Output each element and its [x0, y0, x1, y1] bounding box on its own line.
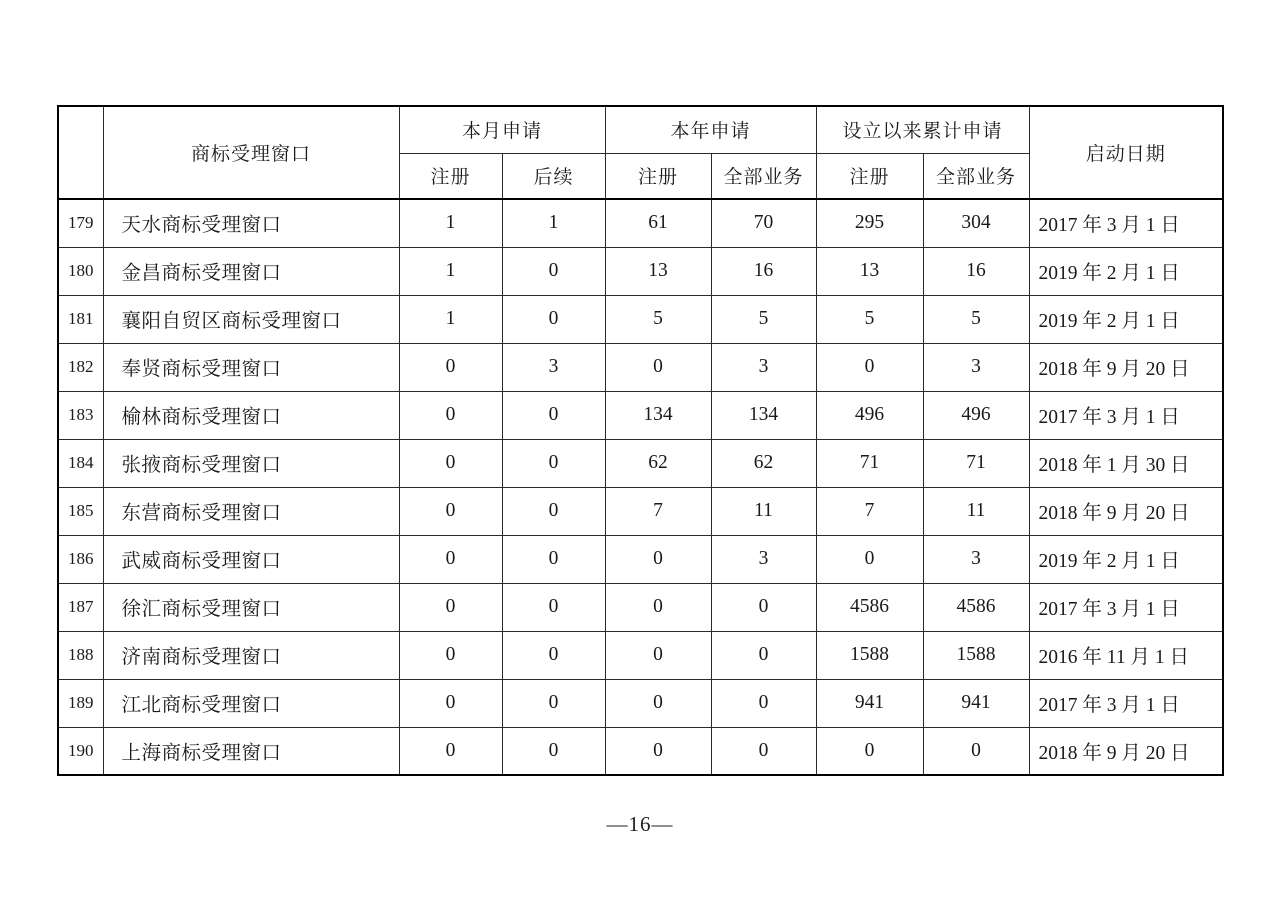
year-all-business-cell: 3 [711, 343, 816, 391]
window-name-cell: 奉贤商标受理窗口 [103, 343, 399, 391]
table-row [58, 535, 1223, 583]
year-registration-cell: 13 [605, 247, 711, 295]
cumulative-all-business-cell: 5 [923, 295, 1029, 343]
month-registration-subheader: 注册 [399, 153, 502, 199]
cumulative-all-business-cell: 4586 [923, 583, 1029, 631]
cumulative-registration-cell: 496 [816, 391, 923, 439]
cumulative-registration-cell: 4586 [816, 583, 923, 631]
row-index-cell: 179 [58, 199, 103, 247]
year-all-business-cell: 3 [711, 535, 816, 583]
row-index-cell: 189 [58, 679, 103, 727]
month-followup-cell: 0 [502, 679, 605, 727]
cumulative-all-business-cell: 941 [923, 679, 1029, 727]
start-date-cell: 2019 年 2 月 1 日 [1029, 247, 1223, 295]
table-header [58, 106, 1223, 199]
cumulative-registration-cell: 941 [816, 679, 923, 727]
start-date-cell: 2018 年 9 月 20 日 [1029, 343, 1223, 391]
cumulative-all-business-cell: 0 [923, 727, 1029, 775]
month-registration-cell: 0 [399, 391, 502, 439]
year-all-business-cell: 0 [711, 679, 816, 727]
month-registration-cell: 0 [399, 343, 502, 391]
window-name-cell: 徐汇商标受理窗口 [103, 583, 399, 631]
row-index-cell: 186 [58, 535, 103, 583]
cumulative-registration-cell: 0 [816, 535, 923, 583]
month-followup-cell: 0 [502, 391, 605, 439]
table-row [58, 631, 1223, 679]
page-number: —16— [606, 812, 674, 836]
month-applications-group-header: 本月申请 [399, 106, 605, 153]
row-index-cell: 187 [58, 583, 103, 631]
cumulative-all-business-cell: 71 [923, 439, 1029, 487]
table-row [58, 343, 1223, 391]
start-date-header: 启动日期 [1029, 106, 1223, 199]
cumulative-applications-group-header: 设立以来累计申请 [816, 106, 1029, 153]
year-registration-subheader: 注册 [605, 153, 711, 199]
year-registration-cell: 134 [605, 391, 711, 439]
year-all-business-cell: 5 [711, 295, 816, 343]
cumulative-registration-cell: 71 [816, 439, 923, 487]
window-name-cell: 东营商标受理窗口 [103, 487, 399, 535]
row-index-cell: 190 [58, 727, 103, 775]
year-registration-cell: 0 [605, 535, 711, 583]
start-date-cell: 2017 年 3 月 1 日 [1029, 679, 1223, 727]
month-followup-cell: 0 [502, 727, 605, 775]
cumulative-all-business-cell: 1588 [923, 631, 1029, 679]
start-date-cell: 2017 年 3 月 1 日 [1029, 583, 1223, 631]
cumulative-registration-cell: 1588 [816, 631, 923, 679]
year-registration-cell: 5 [605, 295, 711, 343]
month-followup-cell: 0 [502, 439, 605, 487]
start-date-cell: 2018 年 1 月 30 日 [1029, 439, 1223, 487]
table-body [58, 199, 1223, 775]
month-registration-cell: 0 [399, 535, 502, 583]
month-followup-cell: 0 [502, 535, 605, 583]
month-registration-cell: 1 [399, 247, 502, 295]
table-row [58, 439, 1223, 487]
row-index-cell: 180 [58, 247, 103, 295]
year-all-business-cell: 0 [711, 583, 816, 631]
month-registration-cell: 1 [399, 199, 502, 247]
row-index-cell: 183 [58, 391, 103, 439]
table-row [58, 679, 1223, 727]
month-followup-cell: 3 [502, 343, 605, 391]
month-followup-cell: 0 [502, 583, 605, 631]
year-all-business-cell: 134 [711, 391, 816, 439]
year-applications-group-header: 本年申请 [605, 106, 816, 153]
cumulative-registration-cell: 295 [816, 199, 923, 247]
trademark-window-table [57, 105, 1224, 776]
month-registration-cell: 0 [399, 679, 502, 727]
cumulative-registration-subheader: 注册 [816, 153, 923, 199]
row-index-cell: 188 [58, 631, 103, 679]
year-all-business-subheader: 全部业务 [711, 153, 816, 199]
table-row [58, 295, 1223, 343]
month-registration-cell: 0 [399, 487, 502, 535]
window-name-cell: 济南商标受理窗口 [103, 631, 399, 679]
row-index-cell: 181 [58, 295, 103, 343]
window-name-cell: 江北商标受理窗口 [103, 679, 399, 727]
window-name-cell: 武威商标受理窗口 [103, 535, 399, 583]
year-registration-cell: 0 [605, 583, 711, 631]
table-row [58, 583, 1223, 631]
year-registration-cell: 61 [605, 199, 711, 247]
month-registration-cell: 0 [399, 727, 502, 775]
row-index-cell: 185 [58, 487, 103, 535]
window-name-cell: 榆林商标受理窗口 [103, 391, 399, 439]
start-date-cell: 2017 年 3 月 1 日 [1029, 199, 1223, 247]
year-all-business-cell: 62 [711, 439, 816, 487]
month-followup-cell: 0 [502, 631, 605, 679]
window-name-cell: 张掖商标受理窗口 [103, 439, 399, 487]
table-row [58, 727, 1223, 775]
window-name-header: 商标受理窗口 [103, 106, 399, 199]
year-registration-cell: 0 [605, 631, 711, 679]
window-name-cell: 天水商标受理窗口 [103, 199, 399, 247]
year-registration-cell: 0 [605, 343, 711, 391]
cumulative-all-business-cell: 16 [923, 247, 1029, 295]
cumulative-registration-cell: 0 [816, 727, 923, 775]
start-date-cell: 2017 年 3 月 1 日 [1029, 391, 1223, 439]
month-followup-cell: 0 [502, 295, 605, 343]
table-row [58, 247, 1223, 295]
month-registration-cell: 0 [399, 439, 502, 487]
year-registration-cell: 0 [605, 727, 711, 775]
year-all-business-cell: 11 [711, 487, 816, 535]
start-date-cell: 2019 年 2 月 1 日 [1029, 535, 1223, 583]
start-date-cell: 2016 年 11 月 1 日 [1029, 631, 1223, 679]
window-name-cell: 襄阳自贸区商标受理窗口 [103, 295, 399, 343]
year-all-business-cell: 70 [711, 199, 816, 247]
cumulative-all-business-cell: 304 [923, 199, 1029, 247]
row-index-cell: 184 [58, 439, 103, 487]
window-name-cell: 上海商标受理窗口 [103, 727, 399, 775]
cumulative-all-business-cell: 3 [923, 343, 1029, 391]
year-all-business-cell: 0 [711, 631, 816, 679]
month-followup-cell: 0 [502, 247, 605, 295]
cumulative-registration-cell: 13 [816, 247, 923, 295]
cumulative-registration-cell: 7 [816, 487, 923, 535]
month-registration-cell: 1 [399, 295, 502, 343]
year-registration-cell: 62 [605, 439, 711, 487]
start-date-cell: 2018 年 9 月 20 日 [1029, 727, 1223, 775]
table-row [58, 391, 1223, 439]
cumulative-all-business-cell: 496 [923, 391, 1029, 439]
year-all-business-cell: 16 [711, 247, 816, 295]
year-all-business-cell: 0 [711, 727, 816, 775]
table-row [58, 199, 1223, 247]
month-registration-cell: 0 [399, 631, 502, 679]
cumulative-registration-cell: 5 [816, 295, 923, 343]
row-index-cell: 182 [58, 343, 103, 391]
year-registration-cell: 7 [605, 487, 711, 535]
cumulative-all-business-cell: 11 [923, 487, 1029, 535]
month-followup-cell: 1 [502, 199, 605, 247]
start-date-cell: 2019 年 2 月 1 日 [1029, 295, 1223, 343]
window-name-cell: 金昌商标受理窗口 [103, 247, 399, 295]
month-followup-cell: 0 [502, 487, 605, 535]
table-row [58, 487, 1223, 535]
month-registration-cell: 0 [399, 583, 502, 631]
cumulative-all-business-cell: 3 [923, 535, 1029, 583]
month-followup-subheader: 后续 [502, 153, 605, 199]
corner-header-cell [58, 106, 103, 199]
cumulative-all-business-subheader: 全部业务 [923, 153, 1029, 199]
start-date-cell: 2018 年 9 月 20 日 [1029, 487, 1223, 535]
year-registration-cell: 0 [605, 679, 711, 727]
cumulative-registration-cell: 0 [816, 343, 923, 391]
